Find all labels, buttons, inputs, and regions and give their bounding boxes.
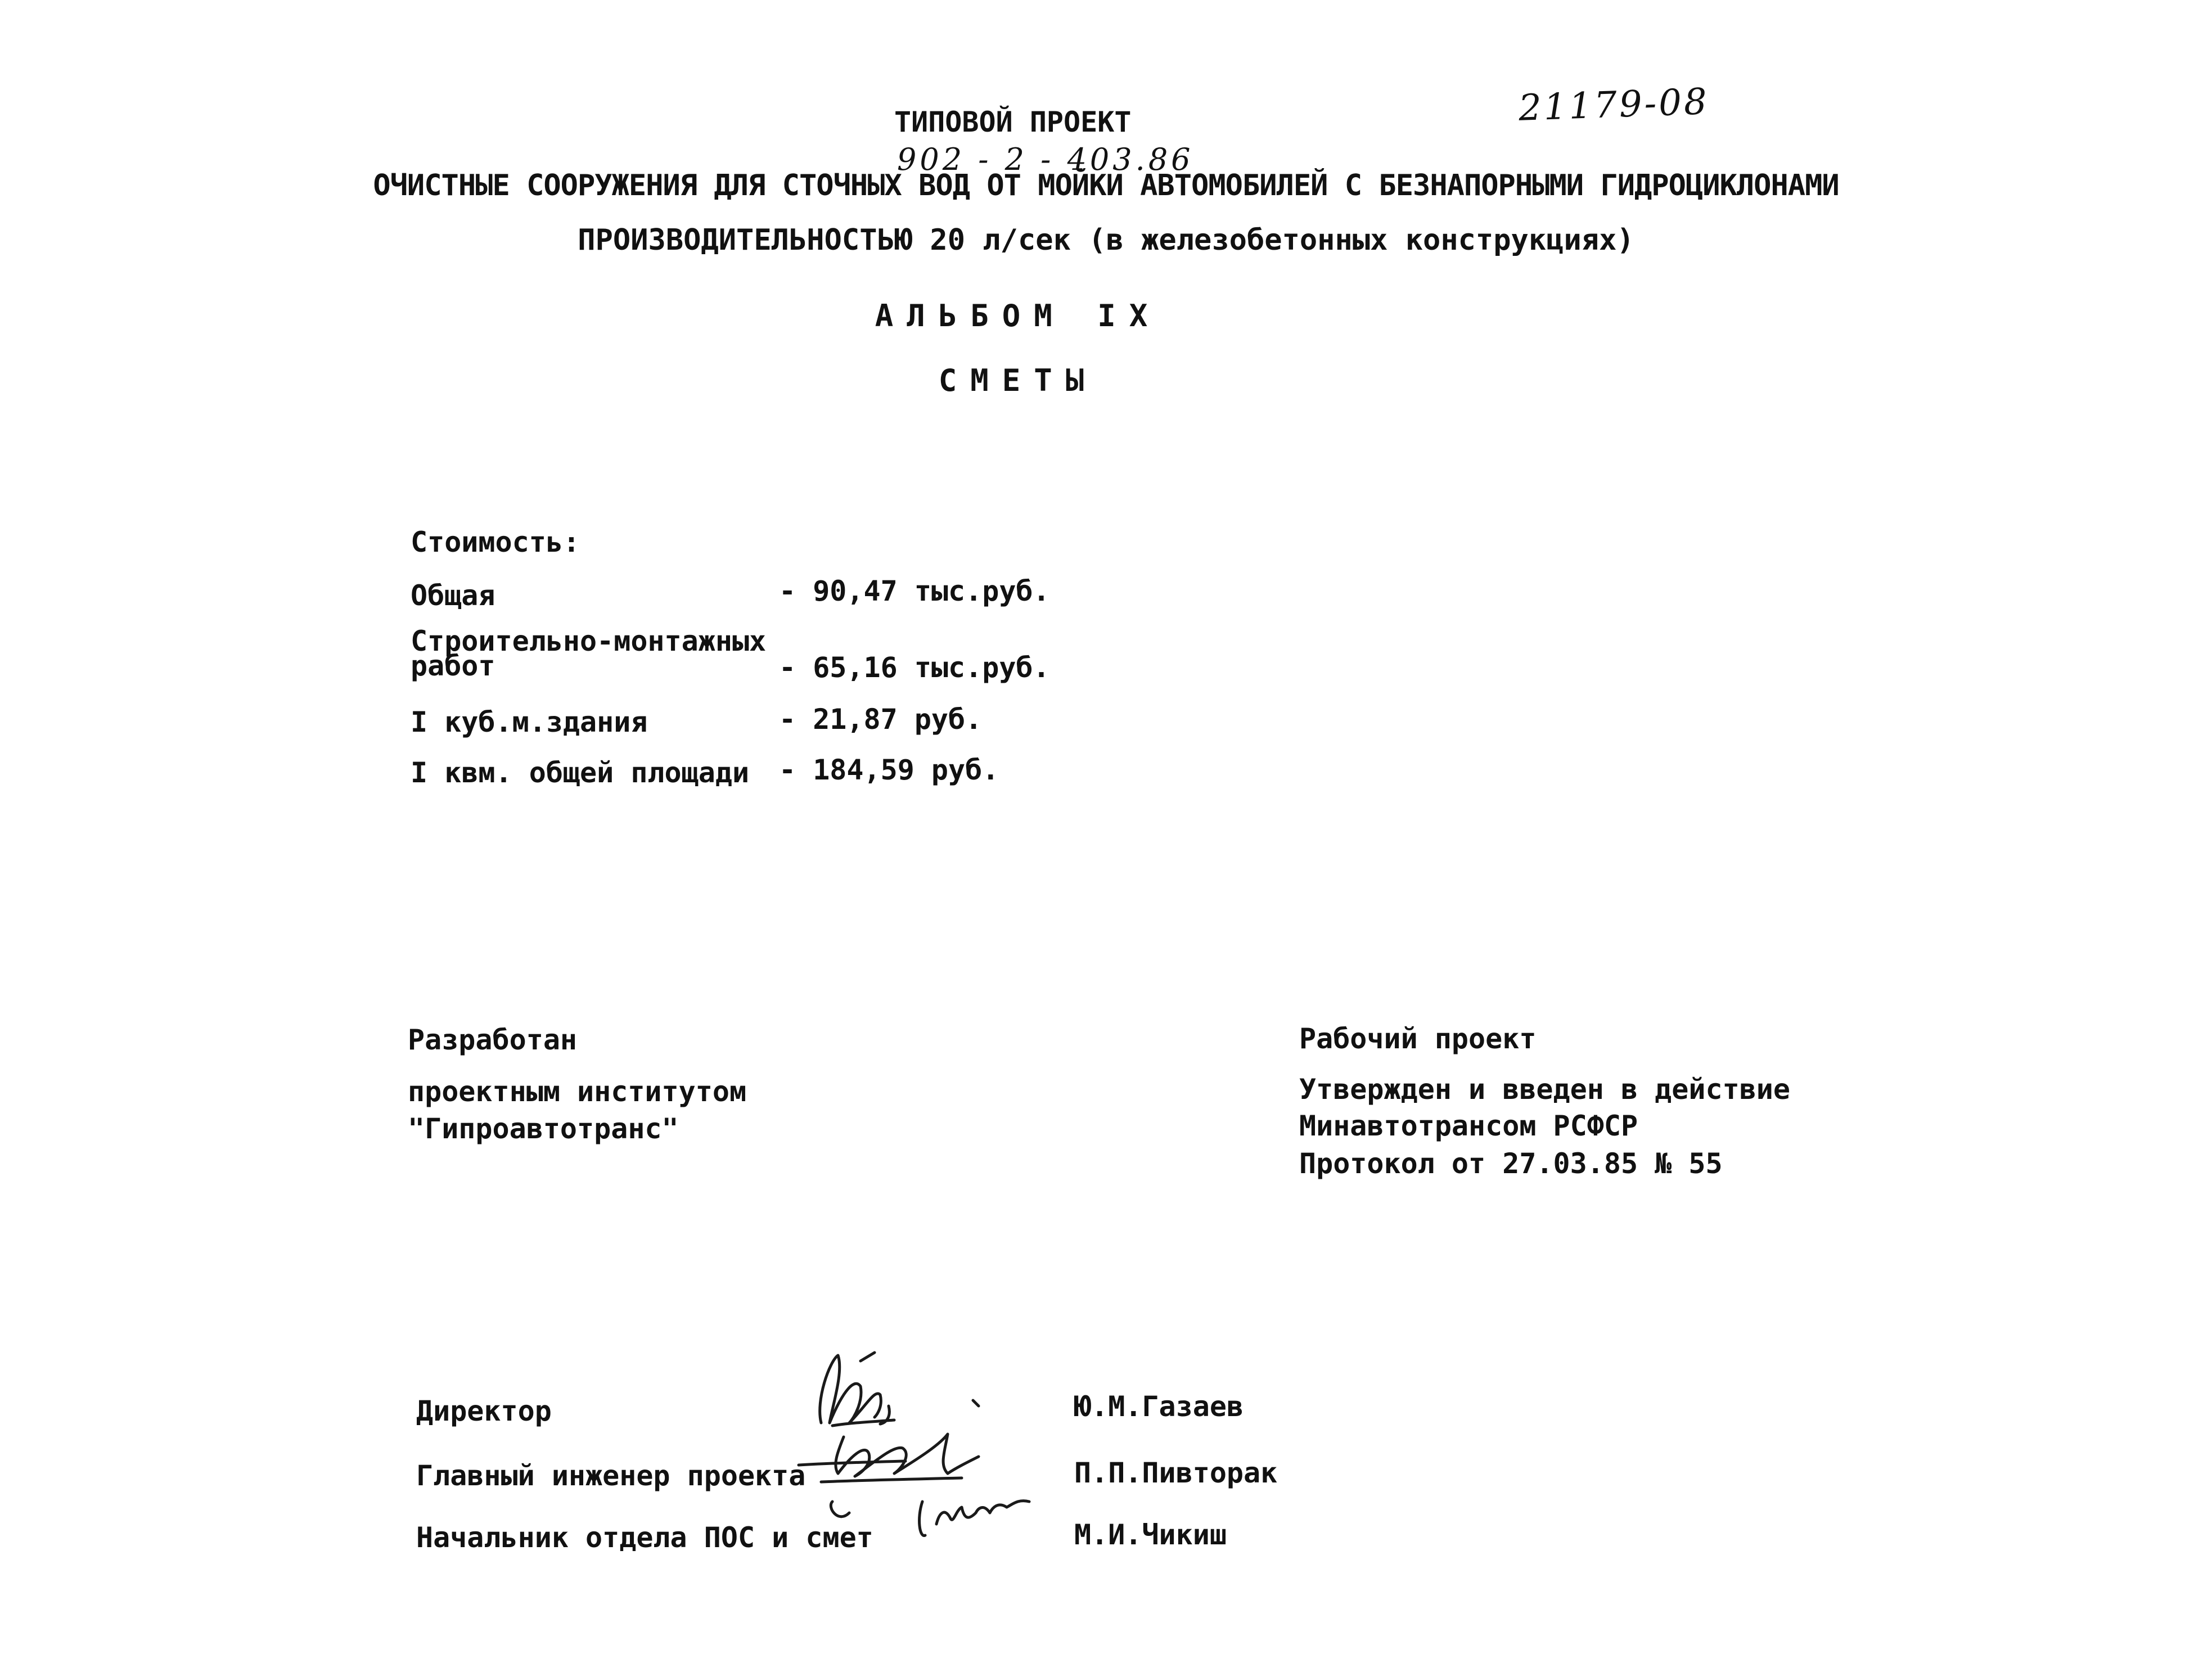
signature-name-department-head: М.И.Чикиш <box>1074 1518 1227 1551</box>
cost-value-per-cubic-meter: - 21,87 руб. <box>779 703 983 736</box>
costs-title: Стоимость: <box>411 526 580 558</box>
cost-value-total: - 90,47 тыс.руб. <box>779 575 1050 607</box>
document-number: 21179-08 <box>1517 81 1710 129</box>
cost-value-construction: - 65,16 тыс.руб. <box>779 651 1050 684</box>
approval-project-type: Рабочий проект <box>1299 1022 1537 1055</box>
signature-role-department-head: Начальник отдела ПОС и смет <box>416 1521 873 1554</box>
approval-ministry: Минавтотрансом РСФСР <box>1299 1110 1638 1142</box>
signature-role-director: Директор <box>416 1395 552 1427</box>
developed-institute-name: "Гипроавтотранс" <box>408 1112 679 1145</box>
signature-name-director: Ю.М.Газаев <box>1074 1390 1244 1423</box>
developed-institute: проектным институтом <box>408 1075 747 1108</box>
project-code: 902 - 2 - 403.86 <box>897 142 1194 177</box>
signature-role-chief-engineer: Главный инженер проекта <box>416 1459 806 1492</box>
project-title-line-1: ОЧИСТНЫЕ СООРУЖЕНИЯ ДЛЯ СТОЧНЫХ ВОД ОТ МОЙКИ АВТОМОБИЛЕЙ С БЕЗНАПОРНЫМИ ГИДРОЦИКЛОНАМИ <box>373 169 1839 202</box>
cost-label-per-cubic-meter: I куб.м.здания <box>411 706 648 738</box>
cost-label-per-square-meter: I квм. общей площади <box>411 756 750 789</box>
handwritten-signatures <box>776 1338 1069 1552</box>
approval-protocol: Протокол от 27.03.85 № 55 <box>1299 1147 1723 1180</box>
section-heading: СМЕТЫ <box>938 363 1098 398</box>
signature-department-head-stroke <box>831 1501 1029 1536</box>
signature-director-stroke <box>820 1353 894 1426</box>
album-heading: АЛЬБОМ IX <box>875 298 1161 333</box>
cost-label-construction: Строительно-монтажных работ <box>411 625 767 682</box>
cost-value-per-square-meter: - 184,59 руб. <box>779 754 999 786</box>
approval-statement: Утвержден и введен в действие <box>1299 1073 1790 1106</box>
developed-label: Разработан <box>408 1024 578 1056</box>
project-title-line-2: ПРОИЗВОДИТЕЛЬНОСТЬЮ 20 л/сек (в железобетонных конструкциях) <box>578 223 1634 257</box>
cost-label-total: Общая <box>411 579 495 612</box>
signature-name-chief-engineer: П.П.Пивторак <box>1074 1457 1278 1489</box>
type-project-label: ТИПОВОЙ ПРОЕКТ <box>894 106 1132 138</box>
